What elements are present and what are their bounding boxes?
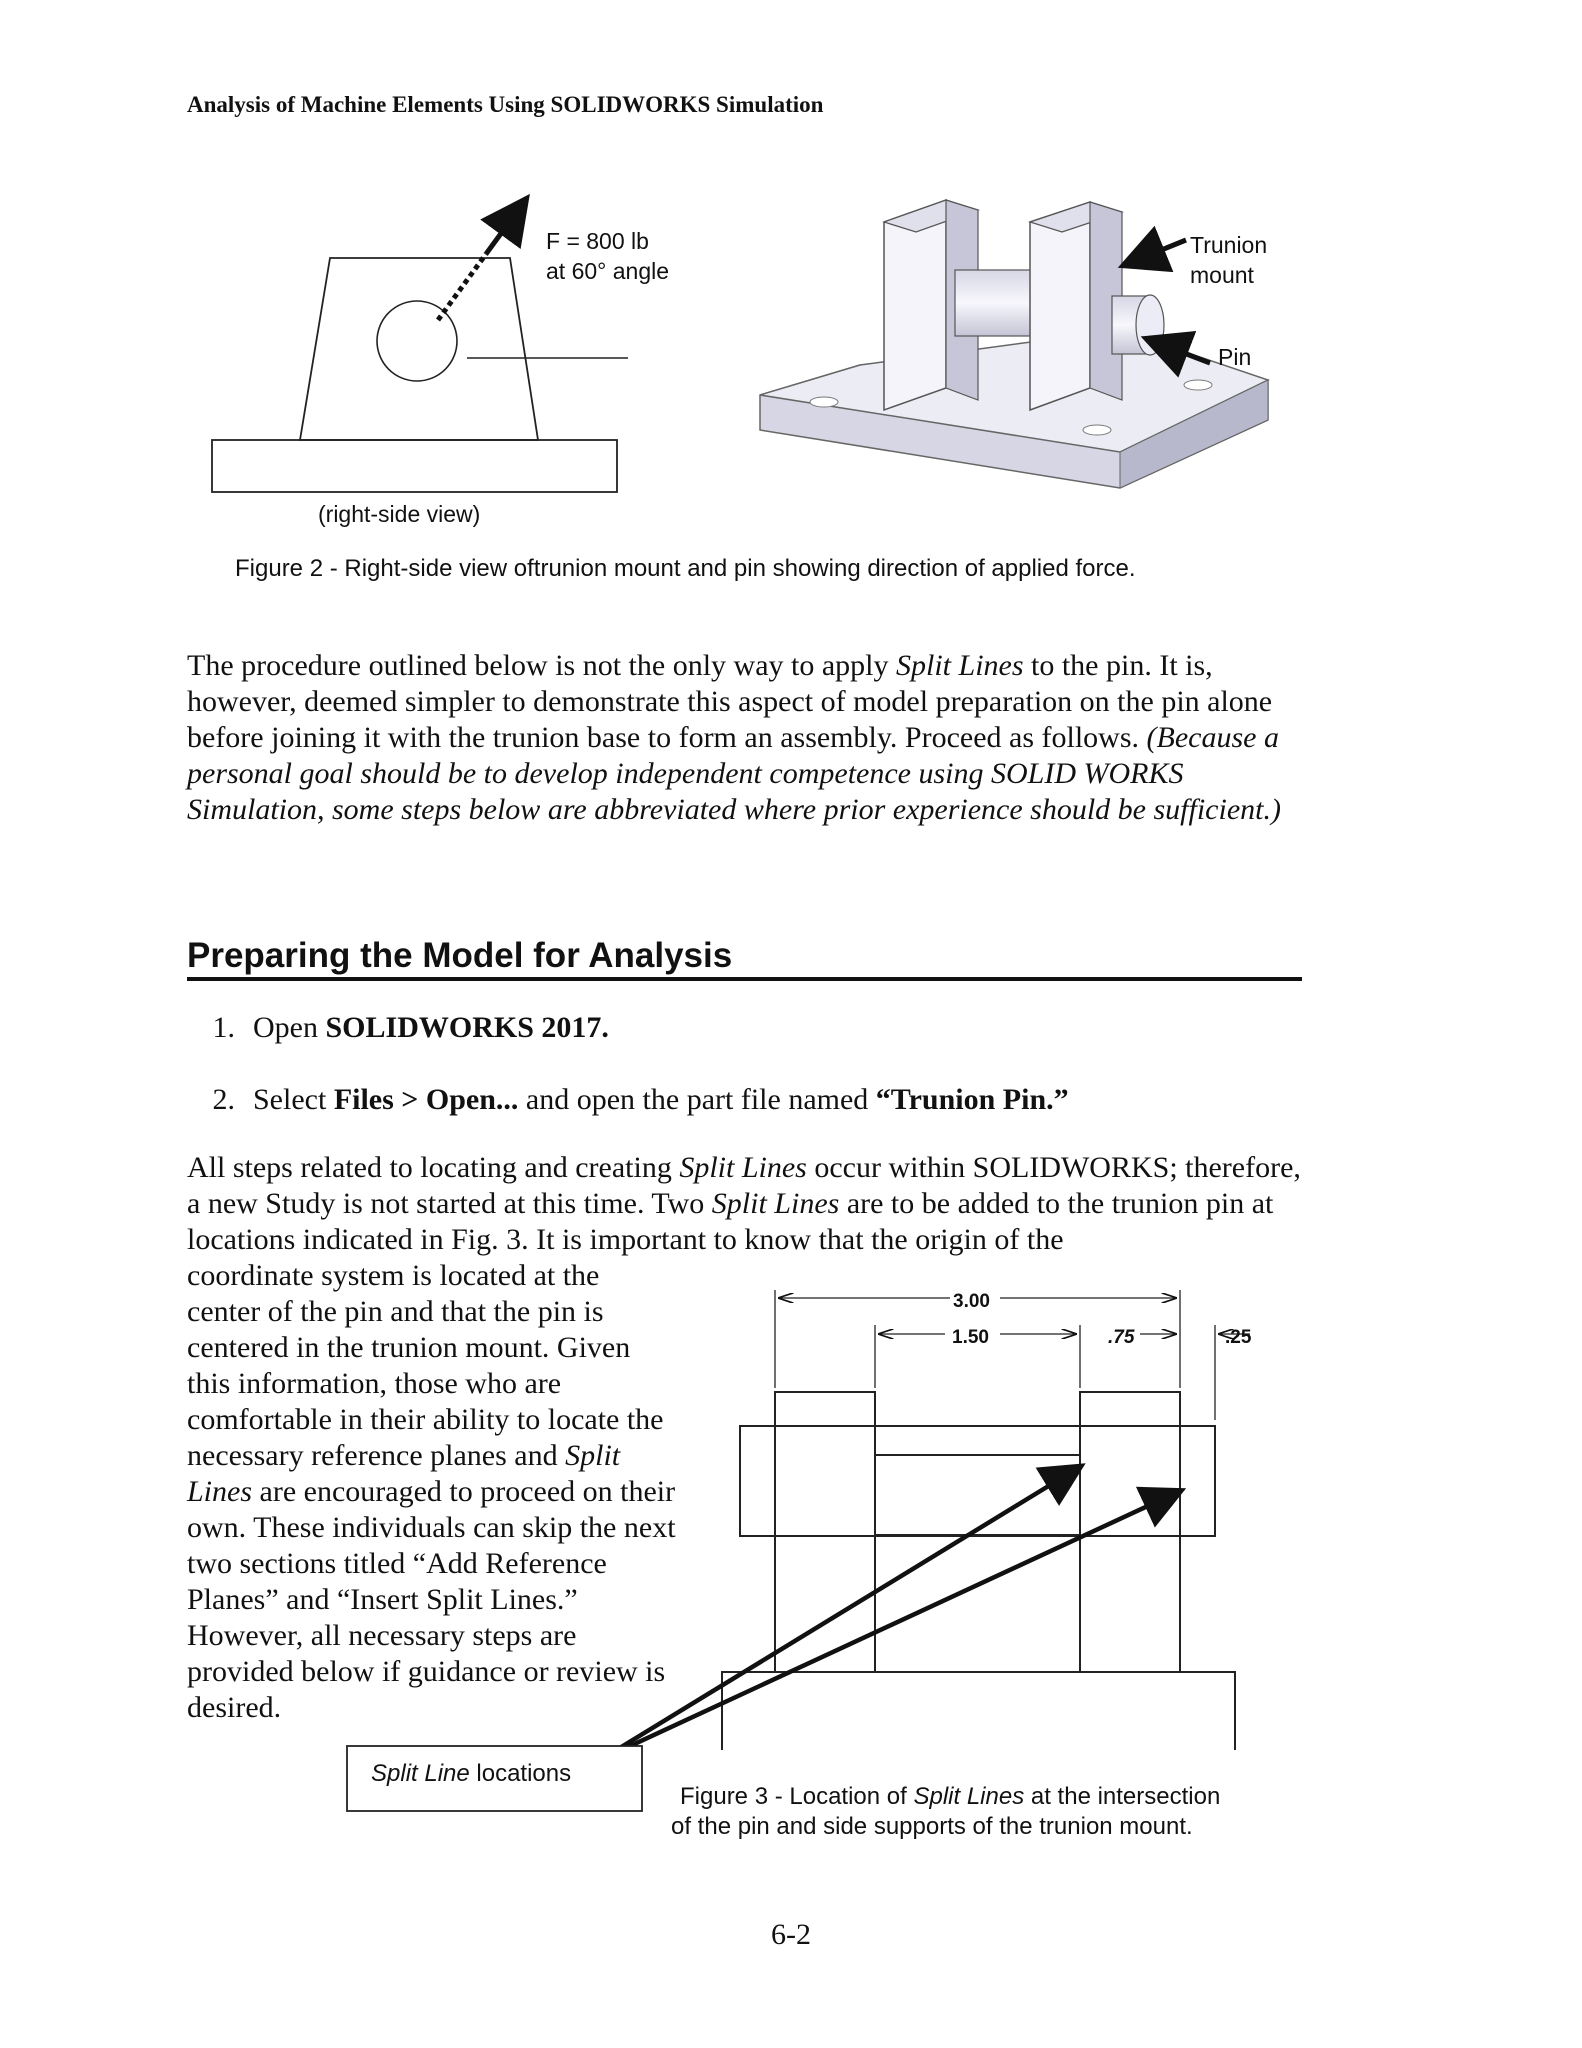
body-text: are encouraged to proceed on their own. These individuals can skip the next two sections titled “Add Reference Planes” and “Insert Split Lines.” However, all necessary steps are provided below if guidance or review is desired. — [187, 1475, 676, 1724]
dimension-lines — [775, 1290, 1250, 1420]
body-text: All steps related to locating and creating — [187, 1151, 680, 1184]
trunion-label-line1: Trunion — [1190, 232, 1268, 258]
step-bold: SOLIDWORKS 2017. — [325, 1011, 609, 1044]
step-number: 2. — [212, 1083, 235, 1116]
intro-text: The procedure outlined below is not the only way to apply — [187, 649, 896, 682]
view-label: (right-side view) — [318, 501, 481, 527]
step-2 — [187, 1082, 1069, 1118]
intro-italic-term: Split Lines — [896, 649, 1024, 682]
figure-3-caption-line1: Figure 3 - Location of Split Lines at the intersection — [680, 1783, 1221, 1810]
intro-paragraph — [187, 648, 1307, 828]
dim-total: 3.00 — [953, 1291, 990, 1312]
step-1 — [187, 1010, 609, 1046]
body-text: are to be added to the trunion pin at locations indicated in Fig. 3. It is important to know that the origin of the — [187, 1187, 1274, 1256]
pin-assembly-front-view — [722, 1392, 1235, 1750]
step-text-mid: and open the part file named — [518, 1083, 876, 1116]
body-italic-term: Split Lines — [679, 1151, 807, 1184]
dim-half: 1.50 — [952, 1327, 989, 1348]
body-italic-term: Split Lines — [187, 1439, 621, 1508]
body-text: coordinate system is located at the center of the pin and that the pin is centered in the trunion mount. Given this information, those who are comfortable in their ability to locate the necessary reference planes and — [187, 1259, 664, 1472]
trunion-label-line2: mount — [1190, 262, 1254, 288]
running-header: Analysis of Machine Elements Using SOLIDWORKS Simulation — [187, 92, 824, 117]
intro-text-rest: to the pin. It is, however, deemed simpler to demonstrate this aspect of model preparation on the pin alone before joining it with the trunion base to form an assembly. Proceed as follows. — [187, 649, 1273, 754]
section-heading: Preparing the Model for Analysis — [187, 936, 1302, 981]
figure-2 — [0, 0, 1582, 600]
split-line-callout: Split Line locations — [371, 1760, 572, 1787]
body-text: occur within SOLIDWORKS; therefore, a new Study is not started at this time. Two — [187, 1151, 1301, 1220]
dim-overhang: .25 — [1225, 1327, 1252, 1348]
figure-3-caption-line2: of the pin and side supports of the trunion mount. — [671, 1813, 1193, 1840]
force-label-line1: F = 800 lb — [546, 228, 649, 254]
body-paragraph — [187, 1150, 1307, 1258]
page-number: 6-2 — [771, 1918, 811, 1951]
step-number: 1. — [212, 1011, 235, 1044]
intro-note: (Because a personal goal should be to develop independent competence using SOLID WORKS Simulation, some steps below are abbreviated where prior experience should be sufficient.) — [187, 721, 1281, 826]
step-bold-filename: “Trunion Pin.” — [875, 1083, 1069, 1116]
step-bold: Files > Open... — [333, 1083, 519, 1116]
dim-support: .75 — [1108, 1327, 1135, 1348]
pin-label: Pin — [1218, 344, 1252, 370]
figure-2-caption: Figure 2 - Right-side view oftrunion mount and pin showing direction of applied force. — [235, 555, 1136, 582]
callout-leader-arrows — [600, 1468, 1178, 1760]
force-label-line2: at 60° angle — [546, 258, 670, 284]
step-text: Open — [253, 1011, 326, 1044]
step-text: Select — [253, 1083, 334, 1116]
body-italic-term: Split Lines — [711, 1187, 840, 1220]
figure-3 — [0, 1270, 1582, 1870]
